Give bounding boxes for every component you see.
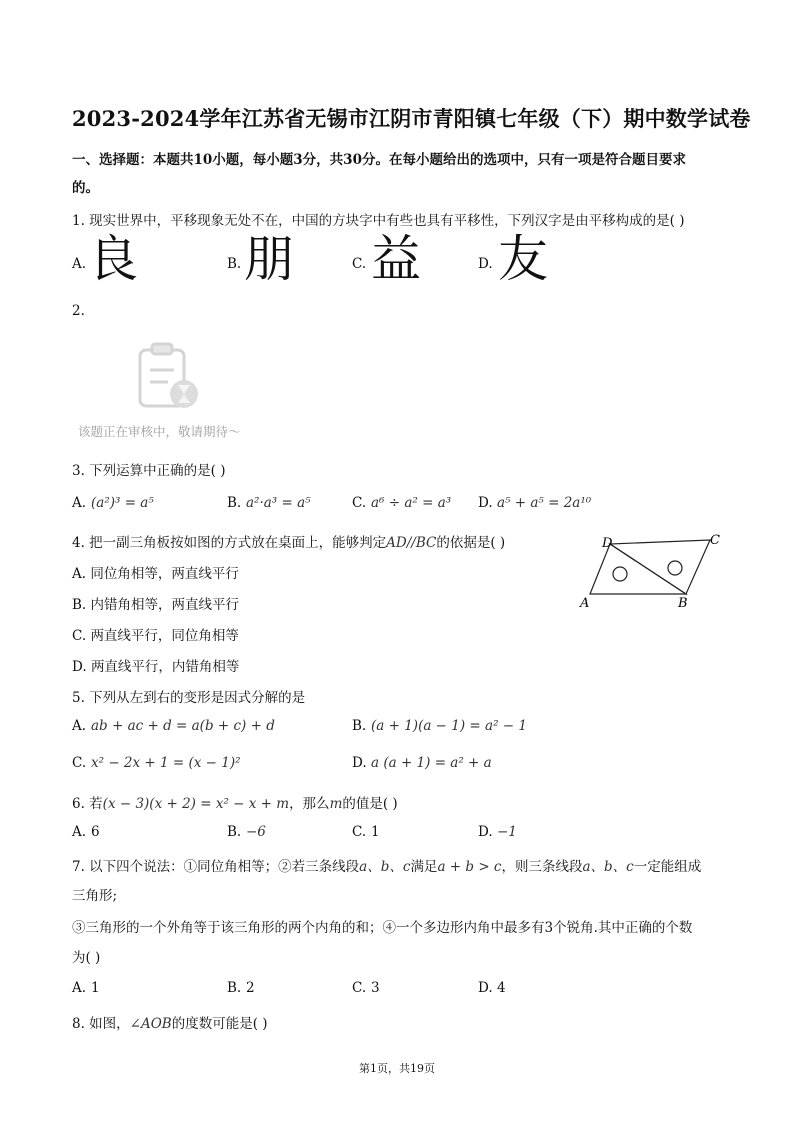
q7-vars: a、b、c	[359, 859, 411, 875]
q7-math: a + b > c	[437, 859, 502, 875]
q3-option-label: D.	[478, 495, 493, 511]
q4-option-text: 两直线平行，内错角相等	[90, 659, 240, 675]
q6-stem-end: 的值是( )	[342, 796, 398, 812]
q5-option-expr: ab + ac + d = a(b + c) + d	[91, 718, 275, 734]
q7-text: 一定能组成	[633, 859, 702, 875]
q4-stem-pre: 4. 把一副三角板按如图的方式放在桌面上，能够判定	[72, 535, 387, 551]
q7-option-label: A.	[72, 980, 87, 996]
q4-option	[72, 593, 239, 613]
q4-option-label: D.	[72, 659, 87, 675]
q3-option-expr: a²·a³ = a⁵	[246, 495, 311, 511]
figure-label-a: A	[580, 596, 590, 611]
pending-review-text: 该题正在审核中，敬请期待～	[78, 424, 241, 439]
q6-option-label: C.	[352, 824, 367, 840]
q7-line1	[72, 855, 701, 875]
q7-text: ，则三条线段	[501, 859, 583, 875]
q5-option-label: B.	[352, 718, 367, 734]
figure-label-b: B	[678, 596, 688, 611]
q5-option-label: A.	[72, 718, 87, 734]
q6-stem-post: ，那么	[289, 796, 330, 812]
q7-text: 7. 以下四个说法：①同位角相等；②若三条线段	[72, 859, 360, 875]
q4-option-label: A.	[72, 566, 87, 582]
q7-option-label: D.	[478, 980, 493, 996]
q3-option-expr: a⁶ ÷ a² = a³	[371, 495, 452, 511]
q3-option-label: A.	[72, 495, 87, 511]
q6-option-text: 6	[91, 824, 100, 840]
q3-option-label: B.	[227, 495, 242, 511]
q5-stem: 5. 下列从左到右的变形是因式分解的是	[72, 690, 306, 706]
q8-stem-pre: 8. 如图，	[72, 1016, 130, 1032]
q4-option-label: C.	[72, 628, 87, 644]
q4-option-text: 内错角相等，两直线平行	[90, 597, 240, 613]
q5-option-expr: a (a + 1) = a² + a	[371, 755, 492, 771]
q6-option-text: −6	[246, 824, 266, 840]
q7-option-label: B.	[227, 980, 242, 996]
section-heading-line1: 一、选择题：本题共10小题，每小题3分，共30分。在每小题给出的选项中，只有一项是符合题目要求	[72, 152, 686, 168]
q4-option-text: 两直线平行，同位角相等	[90, 628, 239, 644]
q5-option-label: D.	[352, 755, 367, 771]
q6-option-text: −1	[497, 824, 517, 840]
q7-option-text: 2	[246, 980, 255, 996]
q7-vars: a、b、c	[582, 859, 634, 875]
q6-stem-math: (x − 3)(x + 2) = x² − x + m	[102, 796, 290, 812]
q6-stem-pre: 6. 若	[72, 796, 103, 812]
page-title: 2023-2024学年江苏省无锡市江阴市青阳镇七年级（下）期中数学试卷	[72, 106, 751, 131]
q8-stem-math: ∠AOB	[129, 1016, 172, 1032]
q7-line3: ③三角形的一个外角等于该三角形的两个内角的和；④一个多边形内角中最多有3个锐角.其中正确的个数	[72, 920, 693, 936]
q7-text: 满足	[410, 859, 438, 875]
q6-stem	[72, 792, 398, 812]
q3-option-expr: a⁵ + a⁵ = 2a¹⁰	[497, 495, 592, 511]
q4-option	[72, 562, 239, 582]
q7-line2: 三角形;	[72, 888, 118, 904]
figure-label-d: D	[602, 536, 613, 551]
q7-option-text: 1	[91, 980, 100, 996]
figure-label-c: C	[710, 533, 720, 548]
q4-stem-math: AD//BC	[386, 535, 437, 551]
q3-option-expr: (a²)³ = a⁵	[91, 495, 154, 511]
q6-stem-var: m	[329, 796, 343, 812]
q3-stem: 3. 下列运算中正确的是( )	[72, 463, 226, 479]
q8-stem-post: 的度数可能是( )	[171, 1016, 268, 1032]
q4-option-text: 同位角相等，两直线平行	[90, 566, 239, 582]
q4-option	[72, 624, 239, 644]
q7-line4: 为( )	[72, 950, 101, 966]
q5-option-expr: (a + 1)(a − 1) = a² − 1	[371, 718, 527, 734]
q1-option-char: 益	[371, 230, 421, 288]
q6-option-label: D.	[478, 824, 493, 840]
q1-option-label: A.	[72, 256, 87, 272]
q6-option-label: A.	[72, 824, 87, 840]
q1-option-char: 朋	[244, 230, 294, 288]
q2-number: 2.	[72, 303, 85, 319]
q1-option-char: 友	[498, 230, 548, 288]
q4-stem-post: 的依据是( )	[436, 535, 506, 551]
q5-option-label: C.	[72, 755, 87, 771]
q7-option-text: 3	[371, 980, 380, 996]
set-square-figure	[576, 530, 726, 612]
q3-option-label: C.	[352, 495, 367, 511]
q6-option-label: B.	[227, 824, 242, 840]
q7-option-text: 4	[497, 980, 506, 996]
q1-option-label: D.	[478, 256, 493, 272]
q6-option-text: 1	[371, 824, 380, 840]
page-footer: 第1页，共19页	[359, 1062, 435, 1075]
q4-option-label: B.	[72, 597, 87, 613]
q1-option-label: B.	[227, 256, 242, 272]
q7-option-label: C.	[352, 980, 367, 996]
q5-option-expr: x² − 2x + 1 = (x − 1)²	[91, 755, 241, 771]
q1-stem: 1. 现实世界中，平移现象无处不在，中国的方块字中有些也具有平移性，下列汉字是由平移构成的是( )	[72, 213, 685, 229]
q8-stem	[72, 1012, 268, 1032]
q1-option-char: 良	[88, 230, 138, 288]
q1-option-label: C.	[352, 256, 367, 272]
q4-option	[72, 655, 239, 675]
section-heading-line2: 的。	[72, 180, 99, 196]
q4-stem	[72, 531, 505, 551]
